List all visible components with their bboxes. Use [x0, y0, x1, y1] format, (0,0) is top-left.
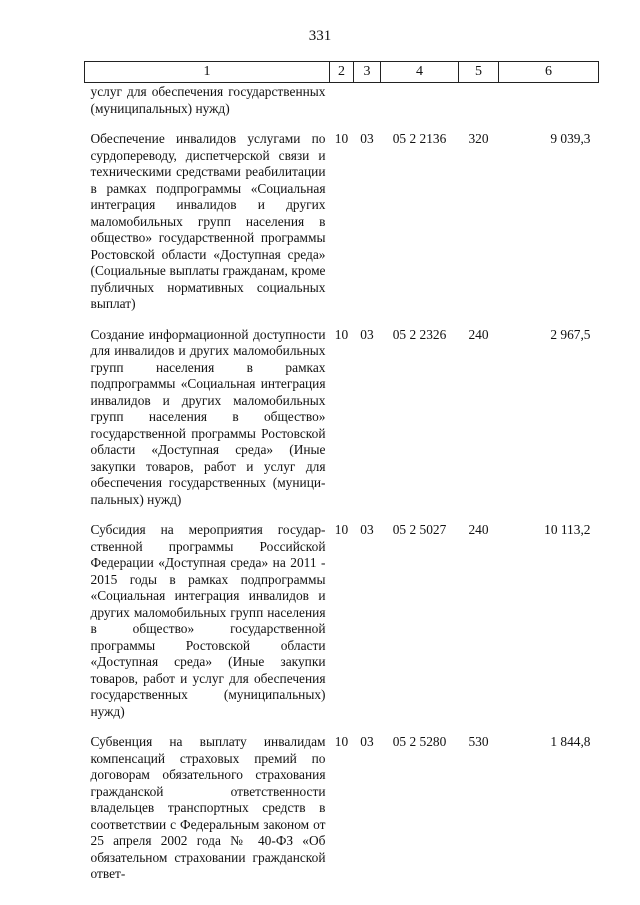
row-section-cell: 10 — [334, 326, 349, 342]
table-row — [85, 83, 599, 118]
row-section-cell — [330, 83, 354, 118]
column-header-name: 1 — [85, 62, 330, 83]
table-row — [85, 313, 599, 509]
row-subsection-cell: 03 — [360, 522, 374, 537]
row-expense-type-cell: 530 — [468, 734, 489, 749]
column-header-subsection: 3 — [354, 62, 381, 83]
row-expense-type-cell: 240 — [468, 326, 489, 342]
row-name-cell: Создание информационной доступности для инвалидов и других маломобильных групп населения в рамках подпрограммы «Социальная интеграция инвалидов и других маломобильных групп населения в общество» государственной программы Ростовской области «Доступная среда» (Иные закупки товаров, работ и услуг для обеспечения государственных (муниципальных) нужд) — [90, 326, 326, 507]
row-target-article-cell: 05 2 5027 — [392, 522, 447, 537]
row-subsection-cell: 03 — [360, 734, 374, 749]
column-header-amount: 6 — [499, 62, 599, 83]
row-target-article-cell: 05 2 2136 — [392, 131, 447, 146]
row-section-cell: 10 — [334, 131, 349, 146]
row-amount-cell: 10 113,2 — [544, 522, 591, 537]
budget-table — [84, 61, 599, 883]
row-target-article-cell — [381, 83, 459, 118]
row-expense-type-cell: 320 — [468, 131, 489, 146]
row-target-article-cell: 05 2 5280 — [392, 734, 447, 749]
row-section-cell: 10 — [334, 734, 349, 749]
row-amount-cell: 1 844,8 — [550, 734, 591, 749]
row-amount-cell: 9 039,3 — [550, 131, 591, 146]
row-expense-type-cell — [459, 83, 499, 118]
row-target-article-cell: 05 2 2326 — [392, 326, 447, 342]
column-header-section: 2 — [330, 62, 354, 83]
header-row — [85, 62, 599, 83]
column-header-expense-type: 5 — [459, 62, 499, 83]
row-name-cell: услуг для обеспечения государственных (муниципальных) нужд) — [90, 84, 326, 116]
row-subsection-cell: 03 — [360, 131, 374, 146]
row-section-cell: 10 — [334, 522, 349, 537]
row-name-cell: Обеспечение инвалидов услугами по сурдопереводу, диспетчерской связи и техническими средствами реабилитации в рамках подпрограммы «Социальная интеграция инвалидов и других маломобильных групп населения в общество» государственной программы Ростовской области «Доступная среда» (Социальные выплаты гражданам, кроме публичных нормативных социальных выплат) — [90, 131, 326, 311]
row-subsection-cell — [354, 83, 381, 118]
row-name-cell: Субвенция на выплату инвалидам компенсаций страховых премий по договорам обязательного страхования гражданской ответственности владельцев транспортных средств в соответствии с Федеральным законом от 25 апреля 2002 года № 40-ФЗ «Об обязательном страховании гражданской ответ- — [90, 734, 326, 881]
row-subsection-cell: 03 — [360, 326, 374, 342]
table-row — [85, 117, 599, 313]
table-row — [85, 720, 599, 883]
page-number: 331 — [308, 28, 332, 44]
row-amount-cell: 2 967,5 — [550, 326, 591, 342]
table-row — [85, 508, 599, 720]
row-amount-cell — [499, 83, 599, 118]
row-expense-type-cell: 240 — [468, 522, 489, 537]
column-header-target-article: 4 — [381, 62, 459, 83]
row-name-cell: Субсидия на мероприятия государственной программы Российской Федерации «Доступная среда» на 2011 - 2015 годы в рамках подпрограммы «Социальная интеграция инвалидов и других маломобильных групп населения в общество» государственной программы Ростовской области «Доступная среда» (Иные закупки товаров, работ и услуг для обеспечения государственных (муниципальных) нужд) — [90, 522, 326, 719]
